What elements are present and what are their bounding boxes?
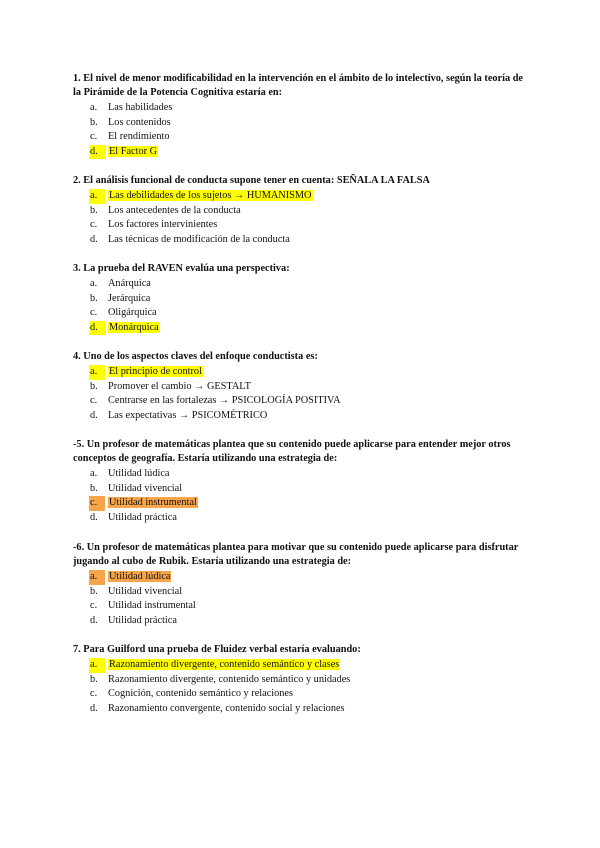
question-title: -5. Un profesor de matemáticas plantea que su contenido puede aplicarse para entender mejor otros conceptos de geografía. Estaría utilizando una estrategia de: — [73, 439, 511, 464]
option-c: c. Los factores intervinientes — [90, 219, 218, 231]
option-a-highlighted: a. Utilidad lúdica — [73, 570, 528, 585]
question-title: 4. Uno de los aspectos claves del enfoque conductista es: — [73, 351, 318, 362]
options-list — [73, 277, 528, 335]
option-d: d. Las expectativas → PSICOMÉTRICO — [90, 409, 268, 421]
option-c: c. Oligárquica — [90, 307, 157, 319]
options-list — [73, 658, 528, 716]
question-7 — [73, 643, 528, 716]
option-c-highlighted: c. Utilidad instrumental — [73, 496, 528, 511]
option-b: b. Razonamiento divergente, contenido semántico y unidades — [90, 673, 351, 685]
option-a-highlighted: a. El principio de control — [73, 365, 528, 380]
option-b: b. Utilidad vivencial — [90, 585, 183, 597]
option-c: c. Centrarse en las fortalezas → PSICOLOGÍA POSITIVA — [90, 395, 341, 407]
option-d-highlighted: d. Monárquica — [73, 321, 528, 336]
question-title: 1. El nivel de menor modificabilidad en la intervención en el ámbito de lo intelectivo, según la teoría de la Pirámide de la Potencia Cognitiva estaría en: — [73, 73, 523, 98]
options-list — [73, 189, 528, 247]
question-5 — [73, 438, 528, 525]
option-c: c. El rendimiento — [90, 131, 170, 143]
option-a: a. Utilidad lúdica — [90, 468, 170, 479]
option-b: b. Los contenidos — [90, 116, 171, 128]
option-d: d. Utilidad práctica — [90, 614, 177, 626]
options-list — [73, 570, 528, 628]
option-a-highlighted: a. Las debilidades de los sujetos → HUMANISMO — [73, 189, 528, 204]
options-list — [73, 365, 528, 423]
options-list — [73, 467, 528, 525]
question-title: 7. Para Guilford una prueba de Fluidez verbal estaría evaluando: — [73, 644, 361, 655]
options-list — [73, 101, 528, 159]
question-3 — [73, 262, 528, 335]
option-b: b. Jerárquica — [90, 292, 151, 304]
question-2 — [73, 174, 528, 247]
option-a: a. Anárquica — [90, 278, 151, 289]
question-title: 2. El análisis funcional de conducta supone tener en cuenta: SEÑALA LA FALSA — [73, 175, 430, 186]
option-a-highlighted: a. Razonamiento divergente, contenido semántico y clases — [73, 658, 528, 673]
option-b: b. Los antecedentes de la conducta — [90, 204, 241, 216]
option-b: b. Utilidad vivencial — [90, 482, 183, 494]
question-6 — [73, 541, 528, 628]
option-d: d. Razonamiento convergente, contenido social y relaciones — [90, 702, 345, 714]
question-1 — [73, 72, 528, 159]
option-d-highlighted: d. El Factor G — [73, 145, 528, 160]
option-a: a. Las habilidades — [90, 102, 173, 113]
option-d: d. Utilidad práctica — [90, 511, 177, 523]
option-c: c. Utilidad instrumental — [90, 600, 196, 612]
option-d: d. Las técnicas de modificación de la conducta — [90, 233, 290, 245]
option-c: c. Cognición, contenido semántico y relaciones — [90, 688, 294, 700]
question-title: -6. Un profesor de matemáticas plantea para motivar que su contenido puede aplicarse para disfrutar jugando al cubo de Rubik. Estaría utilizando una estrategia de: — [73, 542, 519, 567]
question-4 — [73, 350, 528, 423]
option-b: b. Promover el cambio → GESTALT — [90, 380, 251, 392]
question-title: 3. La prueba del RAVEN evalúa una perspectiva: — [73, 263, 290, 274]
